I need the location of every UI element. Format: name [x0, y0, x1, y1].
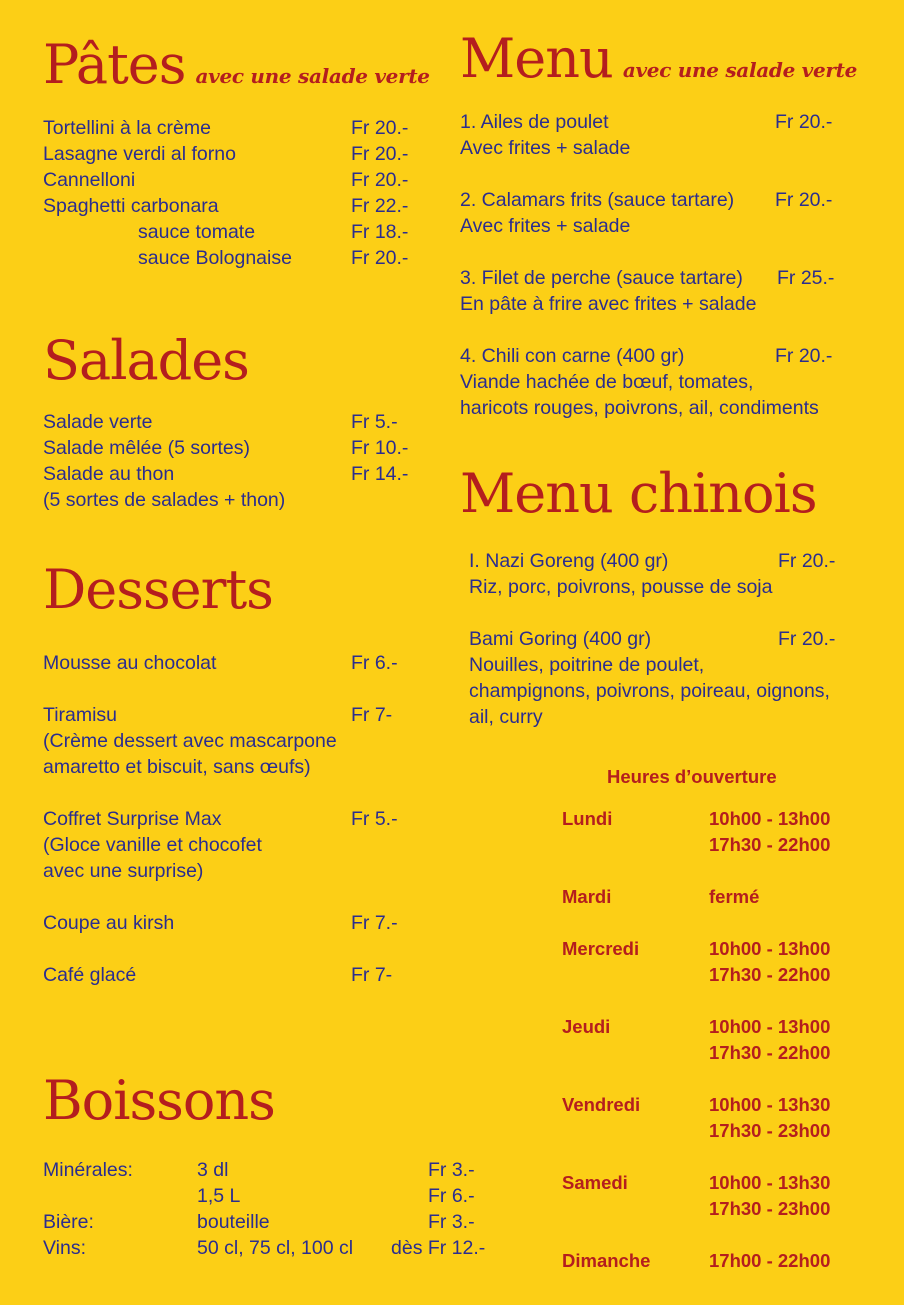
pates-heading	[43, 33, 430, 96]
salades-item-desc: (5 sortes de salades + thon)	[43, 489, 286, 511]
hours-time: 17h00 - 22h00	[709, 1250, 831, 1271]
pates-item-name: sauce tomate	[138, 221, 256, 243]
pates-item-price: Fr 18.-	[351, 221, 409, 243]
boisson-price: Fr 6.-	[428, 1185, 475, 1207]
dessert-item-name: Coupe au kirsh	[43, 912, 175, 934]
menu-item-price: Fr 20.-	[775, 189, 833, 211]
dessert-item-desc: avec une surprise)	[43, 860, 204, 882]
hours-day: Lundi	[562, 808, 613, 829]
hours-title: Heures d’ouverture	[607, 766, 777, 787]
hours-day: Samedi	[562, 1172, 628, 1193]
menu-item-price: Fr 20.-	[775, 111, 833, 133]
hours-time: 10h00 - 13h00	[709, 938, 831, 959]
menu-heading	[460, 27, 858, 90]
salades-item-name: Salade au thon	[43, 463, 175, 485]
desserts-title: Desserts	[43, 558, 273, 621]
pates-item-name: Tortellini à la crème	[43, 117, 211, 139]
boisson-price: dès Fr 12.-	[391, 1237, 486, 1259]
dessert-item-desc: amaretto et biscuit, sans œufs)	[43, 756, 311, 778]
hours-time: 10h00 - 13h00	[709, 1016, 831, 1037]
pates-item-name: Cannelloni	[43, 169, 136, 191]
chinois-item-desc: Nouilles, poitrine de poulet,	[469, 654, 705, 676]
dessert-item-price: Fr 5.-	[351, 808, 398, 830]
dessert-item-name: Mousse au chocolat	[43, 652, 217, 674]
salades-item-name: Salade verte	[43, 411, 153, 433]
dessert-item-name: Café glacé	[43, 964, 137, 986]
salades-item-name: Salade mêlée (5 sortes)	[43, 437, 251, 459]
menu-chinois-title: Menu chinois	[460, 462, 817, 525]
boisson-size: 1,5 L	[197, 1185, 241, 1207]
hours-day: Dimanche	[562, 1250, 651, 1271]
menu-subtitle: avec une salade verte	[622, 58, 858, 82]
menu-item-name: 4. Chili con carne (400 gr)	[460, 345, 685, 367]
hours-day: Vendredi	[562, 1094, 641, 1115]
pates-item-price: Fr 20.-	[351, 143, 409, 165]
dessert-item-price: Fr 7-	[351, 704, 393, 726]
menu-item-desc: En pâte à frire avec frites + salade	[460, 293, 757, 315]
menu-item-desc: Viande hachée de bœuf, tomates,	[460, 371, 754, 393]
menu-chinois-heading	[460, 462, 817, 525]
menu-title: Menu	[460, 27, 613, 90]
boisson-price: Fr 3.-	[428, 1211, 475, 1233]
pates-item-price: Fr 22.-	[351, 195, 409, 217]
boisson-label: Minérales:	[43, 1159, 133, 1181]
pates-item-price: Fr 20.-	[351, 117, 409, 139]
boisson-label: Bière:	[43, 1211, 94, 1233]
menu-item-price: Fr 20.-	[775, 345, 833, 367]
hours-time: 10h00 - 13h30	[709, 1172, 831, 1193]
pates-item-price: Fr 20.-	[351, 169, 409, 191]
boissons-title: Boissons	[43, 1069, 275, 1132]
salades-heading	[43, 329, 249, 392]
salades-title: Salades	[43, 329, 249, 392]
pates-subtitle: avec une salade verte	[195, 64, 430, 88]
hours-time: 17h30 - 22h00	[709, 964, 831, 985]
hours-time: 10h00 - 13h30	[709, 1094, 831, 1115]
dessert-item-name: Tiramisu	[43, 704, 118, 726]
hours-day: Jeudi	[562, 1016, 611, 1037]
boisson-label: Vins:	[43, 1237, 86, 1259]
dessert-item-price: Fr 6.-	[351, 652, 398, 674]
pates-item-name: sauce Bolognaise	[138, 247, 292, 269]
boissons-heading	[43, 1069, 275, 1132]
pates-title: Pâtes	[43, 33, 186, 96]
hours-time: fermé	[709, 886, 760, 907]
pates-item-name: Lasagne verdi al forno	[43, 143, 236, 165]
menu-item-name: 3. Filet de perche (sauce tartare)	[460, 267, 743, 289]
hours-day: Mardi	[562, 886, 612, 907]
boisson-size: 50 cl, 75 cl, 100 cl	[197, 1237, 354, 1259]
chinois-item-desc: ail, curry	[469, 706, 543, 728]
menu-item-name: 2. Calamars frits (sauce tartare)	[460, 189, 735, 211]
hours-time: 17h30 - 22h00	[709, 834, 831, 855]
hours-time: 17h30 - 22h00	[709, 1042, 831, 1063]
dessert-item-price: Fr 7.-	[351, 912, 398, 934]
chinois-item-desc: champignons, poivrons, poireau, oignons,	[469, 680, 830, 702]
desserts-heading	[43, 558, 273, 621]
dessert-item-name: Coffret Surprise Max	[43, 808, 222, 830]
boisson-price: Fr 3.-	[428, 1159, 475, 1181]
hours-time: 10h00 - 13h00	[709, 808, 831, 829]
hours-day: Mercredi	[562, 938, 640, 959]
menu-item-desc: haricots rouges, poivrons, ail, condiments	[460, 397, 819, 419]
dessert-item-price: Fr 7-	[351, 964, 393, 986]
menu-item-name: 1. Ailes de poulet	[460, 111, 609, 133]
hours-time: 17h30 - 23h00	[709, 1198, 831, 1219]
chinois-item-price: Fr 20.-	[778, 628, 836, 650]
menu-item-price: Fr 25.-	[777, 267, 835, 289]
chinois-item-name: Bami Goring (400 gr)	[469, 628, 652, 650]
menu-item-desc: Avec frites + salade	[460, 137, 631, 159]
boisson-size: 3 dl	[197, 1159, 229, 1181]
salades-item-price: Fr 5.-	[351, 411, 398, 433]
boisson-size: bouteille	[197, 1211, 270, 1233]
dessert-item-desc: (Gloce vanille et chocofet	[43, 834, 262, 856]
pates-item-price: Fr 20.-	[351, 247, 409, 269]
menu-item-desc: Avec frites + salade	[460, 215, 631, 237]
salades-item-price: Fr 14.-	[351, 463, 409, 485]
chinois-item-price: Fr 20.-	[778, 550, 836, 572]
chinois-item-name: I. Nazi Goreng (400 gr)	[469, 550, 669, 572]
salades-item-price: Fr 10.-	[351, 437, 409, 459]
pates-item-name: Spaghetti carbonara	[43, 195, 219, 217]
dessert-item-desc: (Crème dessert avec mascarpone	[43, 730, 337, 752]
chinois-item-desc: Riz, porc, poivrons, pousse de soja	[469, 576, 773, 598]
hours-time: 17h30 - 23h00	[709, 1120, 831, 1141]
